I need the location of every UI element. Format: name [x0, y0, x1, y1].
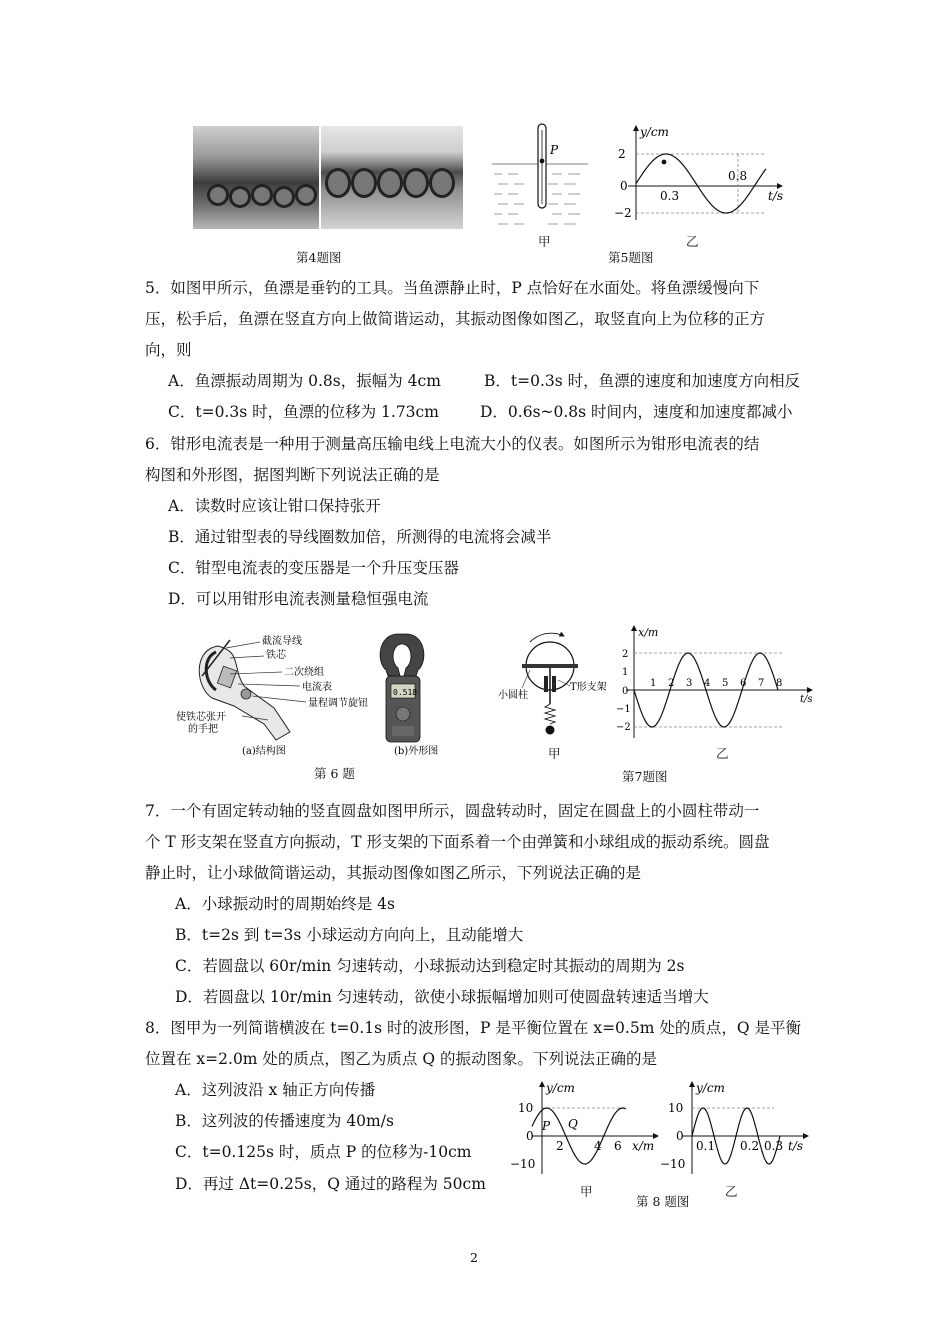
fig5-caption: 第5题图	[608, 250, 654, 265]
svg-text:4: 4	[704, 678, 711, 689]
q6-option-b: B．通过钳型表的导线圈数加倍，所测得的电流将会减半	[168, 528, 552, 546]
svg-text:P: P	[542, 1119, 551, 1133]
q5-line3: 向，则	[145, 341, 192, 359]
svg-text:电流表: 电流表	[302, 682, 332, 693]
tire-fender-photo	[321, 126, 463, 229]
svg-text:使铁芯张开: 使铁芯张开	[176, 712, 226, 723]
page-number: 2	[470, 1250, 478, 1265]
q8-option-c: C．t=0.125s 时，质点 P 的位移为-10cm	[175, 1143, 472, 1161]
svg-text:0.8: 0.8	[728, 169, 748, 183]
svg-text:−2: −2	[616, 722, 631, 733]
q8-option-b: B．这列波的传播速度为 40m/s	[175, 1112, 394, 1130]
q7-option-b: B．t=2s 到 t=3s 小球运动方向向上，且动能增大	[175, 926, 524, 944]
svg-text:二次绕组: 二次绕组	[284, 667, 324, 678]
q8-line2: 位置在 x=2.0m 处的质点，图乙为质点 Q 的振动图象。下列说法正确的是	[145, 1050, 657, 1068]
svg-text:8: 8	[776, 678, 783, 689]
q7-line2: 个 T 形支架在竖直方向振动，T 形支架的下面系着一个由弹簧和小球组成的振动系统。圆盘	[145, 833, 770, 851]
svg-text:2: 2	[668, 678, 675, 689]
svg-text:y/cm: y/cm	[696, 1081, 725, 1095]
svg-text:−1: −1	[616, 704, 631, 715]
fig5-yi-caption: 乙	[686, 234, 699, 249]
fig7-yi-caption: 乙	[716, 746, 729, 761]
svg-text:小圆柱: 小圆柱	[498, 690, 528, 701]
svg-text:2: 2	[556, 1139, 564, 1153]
fig7-disc-diagram	[494, 628, 624, 760]
q5-line1: 5．如图甲所示，鱼漂是垂钓的工具。当鱼漂静止时，P 点恰好在水面处。将鱼漂缓慢向下	[145, 279, 760, 297]
svg-text:t/s: t/s	[788, 1139, 804, 1153]
fig5-vibration-graph	[610, 120, 790, 230]
svg-text:6: 6	[614, 1139, 622, 1153]
svg-text:Q: Q	[568, 1117, 578, 1131]
fig5-jia-caption: 甲	[538, 234, 551, 249]
q6-option-c: C．钳型电流表的变压器是一个升压变压器	[168, 559, 459, 577]
svg-text:量程调节旋钮: 量程调节旋钮	[308, 698, 368, 709]
svg-text:0.518: 0.518	[393, 688, 418, 697]
q5-option-a: A．鱼漂振动周期为 0.8s，振幅为 4cm	[168, 372, 441, 390]
fig7-vibration-graph	[612, 622, 822, 746]
q8-line1: 8．图甲为一列简谐横波在 t=0.1s 时的波形图，P 是平衡位置在 x=0.5m 处的质点，Q 是平衡	[145, 1019, 801, 1037]
fig8-yi-caption: 乙	[725, 1184, 738, 1199]
svg-text:0.3: 0.3	[764, 1139, 784, 1153]
boat-photo	[193, 126, 319, 229]
svg-text:−2: −2	[614, 206, 632, 220]
svg-text:的手把: 的手把	[188, 724, 218, 735]
q5-option-d: D．0.6s~0.8s 时间内，速度和加速度都减小	[480, 403, 793, 421]
q7-option-d: D．若圆盘以 10r/min 匀速转动，欲使小球振幅增加则可使圆盘转速适当增大	[175, 988, 709, 1006]
svg-text:y/cm: y/cm	[640, 125, 669, 139]
fig8-vibration-graph	[660, 1078, 812, 1178]
svg-text:t/s: t/s	[768, 189, 784, 203]
svg-text:1: 1	[650, 678, 657, 689]
fig8-wave-graph	[508, 1078, 660, 1178]
svg-text:−10: −10	[660, 1157, 686, 1171]
fig6-clamp-meter-diagram	[172, 628, 462, 758]
fig7-caption: 第7题图	[622, 769, 668, 784]
svg-text:4: 4	[594, 1139, 602, 1153]
svg-text:t/s: t/s	[800, 694, 813, 705]
svg-text:7: 7	[758, 678, 765, 689]
svg-text:1: 1	[622, 667, 629, 678]
fig8-caption: 第 8 题图	[636, 1194, 690, 1209]
svg-text:x/m: x/m	[632, 1139, 655, 1153]
svg-text:2: 2	[618, 147, 626, 161]
svg-text:3: 3	[686, 678, 693, 689]
svg-text:2: 2	[622, 649, 629, 660]
svg-text:铁芯: 铁芯	[266, 650, 286, 661]
fig7-jia-caption: 甲	[548, 746, 561, 761]
svg-text:0: 0	[620, 179, 628, 193]
svg-text:0: 0	[622, 686, 629, 697]
fig6-caption: 第 6 题	[314, 766, 355, 781]
q7-option-a: A．小球振动时的周期始终是 4s	[175, 895, 395, 913]
svg-text:0.3: 0.3	[660, 189, 680, 203]
q6-option-a: A．读数时应该让钳口保持张开	[168, 497, 381, 515]
q7-option-c: C．若圆盘以 60r/min 匀速转动，小球振动达到稳定时其振动的周期为 2s	[175, 957, 685, 975]
svg-text:6: 6	[740, 678, 747, 689]
svg-text:10: 10	[668, 1101, 684, 1115]
fig5-float-diagram	[488, 120, 598, 240]
svg-text:截流导线: 截流导线	[262, 636, 302, 647]
q6-line2: 构图和外形图，据图判断下列说法正确的是	[145, 466, 440, 484]
q5-option-b: B．t=0.3s 时，鱼漂的速度和加速度方向相反	[484, 372, 801, 390]
svg-text:0.1: 0.1	[696, 1139, 716, 1153]
svg-text:5: 5	[722, 678, 729, 689]
svg-text:10: 10	[518, 1101, 534, 1115]
q8-option-d: D．再过 Δt=0.25s，Q 通过的路程为 50cm	[175, 1175, 486, 1193]
q5-option-c: C．t=0.3s 时，鱼漂的位移为 1.73cm	[168, 403, 439, 421]
svg-text:(a)结构图: (a)结构图	[242, 746, 286, 757]
svg-text:T形支架: T形支架	[570, 682, 607, 693]
svg-text:x/m: x/m	[638, 626, 659, 639]
svg-text:−10: −10	[510, 1157, 536, 1171]
svg-text:(b)外形图: (b)外形图	[394, 746, 439, 757]
q6-option-d: D．可以用钳形电流表测量稳恒强电流	[168, 590, 429, 608]
svg-text:0: 0	[526, 1129, 534, 1143]
svg-text:y/cm: y/cm	[546, 1081, 575, 1095]
q6-line1: 6．钳形电流表是一种用于测量高压输电线上电流大小的仪表。如图所示为钳形电流表的结	[145, 435, 760, 453]
q8-option-a: A．这列波沿 x 轴正方向传播	[175, 1081, 376, 1099]
fig5-p-label: P	[550, 143, 559, 157]
svg-text:0.2: 0.2	[740, 1139, 760, 1153]
fig8-jia-caption: 甲	[580, 1184, 593, 1199]
svg-text:0: 0	[676, 1129, 684, 1143]
q7-line1: 7．一个有固定转动轴的竖直圆盘如图甲所示，圆盘转动时，固定在圆盘上的小圆柱带动一	[145, 802, 760, 820]
q5-line2: 压，松手后，鱼漂在竖直方向上做简谐运动，其振动图像如图乙，取竖直向上为位移的正方	[145, 310, 766, 328]
fig4-caption: 第4题图	[296, 250, 342, 265]
q7-line3: 静止时，让小球做简谐运动，其振动图像如图乙所示，下列说法正确的是	[145, 864, 642, 882]
